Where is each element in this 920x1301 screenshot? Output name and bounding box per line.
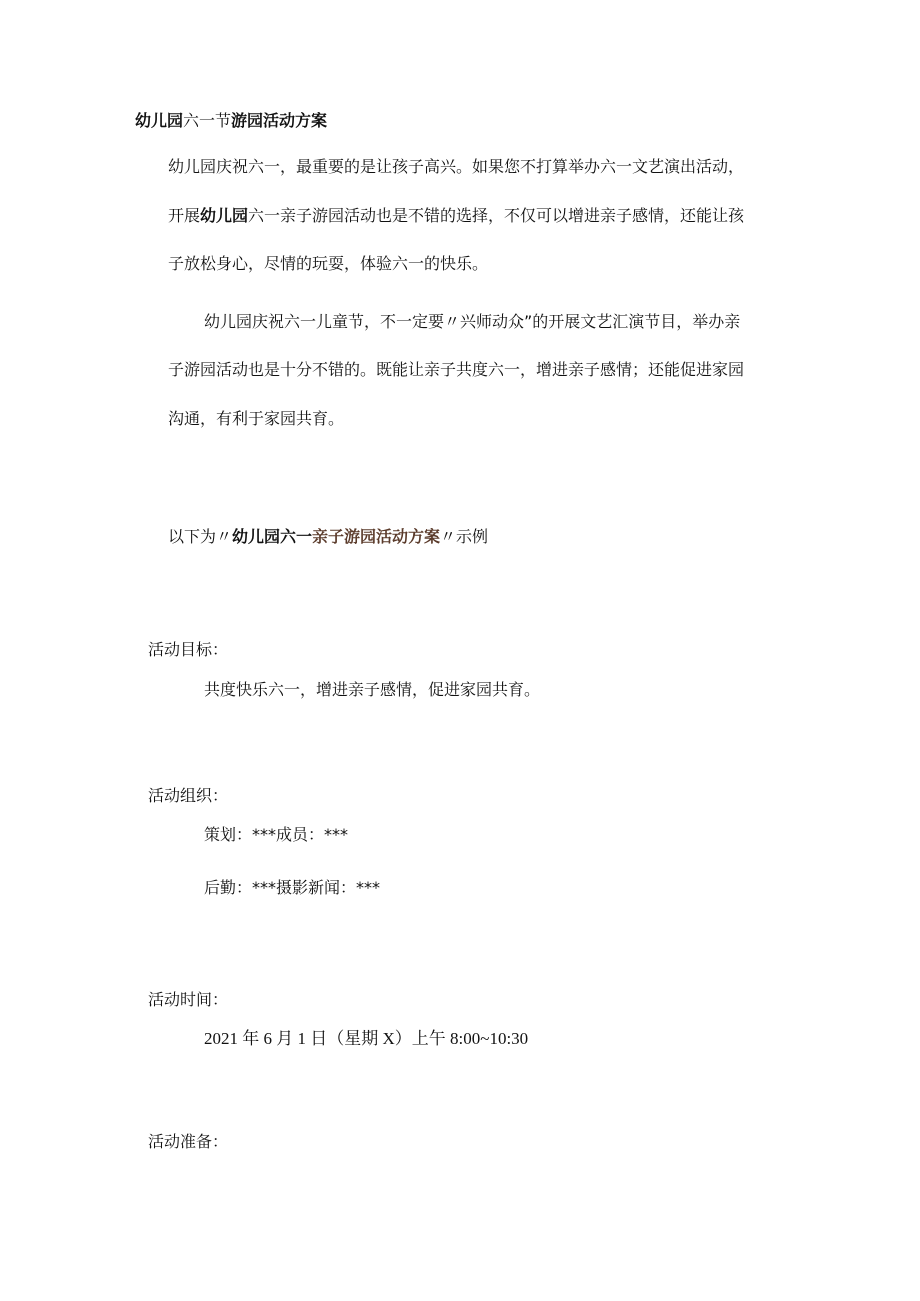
example-brown: 亲子游园活动方案 bbox=[312, 527, 441, 546]
goal-text: 共度快乐六一，增进亲子感情，促进家园共育。 bbox=[204, 680, 541, 699]
time-text: 2021 年 6 月 1 日（星期 X）上午 8:00~10:30 bbox=[204, 1029, 529, 1048]
example-suffix: 〃示例 bbox=[440, 527, 489, 546]
organization-line-2: 后勤：***摄影新闻：*** bbox=[204, 878, 381, 897]
goal-heading: 活动目标： bbox=[148, 640, 229, 659]
title-part-festival: 六一节 bbox=[183, 111, 232, 130]
para2-line-1: 幼儿园庆祝六一儿童节，不一定要〃兴师动众”的开展文艺汇演节目，举办亲 bbox=[204, 312, 741, 331]
organization-line-1: 策划：***成员：*** bbox=[204, 825, 349, 844]
document-title bbox=[135, 110, 327, 132]
title-part-kindergarten: 幼儿园 bbox=[135, 111, 184, 130]
para2-line-3: 沟通，有利于家园共育。 bbox=[168, 409, 345, 428]
intro-line-3: 子放松身心，尽情的玩耍，体验六一的快乐。 bbox=[168, 254, 489, 273]
intro-line-2 bbox=[168, 205, 744, 227]
intro-line-1: 幼儿园庆祝六一，最重要的是让孩子高兴。如果您不打算举办六一文艺演出活动， bbox=[168, 157, 745, 176]
example-prefix: 以下为〃 bbox=[168, 527, 233, 546]
example-line bbox=[168, 526, 488, 548]
example-bold: 幼儿园六一 bbox=[232, 527, 313, 546]
preparation-heading: 活动准备： bbox=[148, 1132, 229, 1151]
title-part-plan: 游园活动方案 bbox=[231, 111, 328, 130]
intro-line-2-a: 开展 bbox=[168, 206, 201, 225]
intro-line-2-bold: 幼儿园 bbox=[200, 206, 249, 225]
time-heading: 活动时间： bbox=[148, 990, 229, 1009]
organization-heading: 活动组织： bbox=[148, 786, 229, 805]
intro-line-2-c: 六一亲子游园活动也是不错的选择，不仅可以增进亲子感情，还能让孩 bbox=[248, 206, 745, 225]
para2-line-2: 子游园活动也是十分不错的。既能让亲子共度六一，增进亲子感情；还能促进家园 bbox=[168, 360, 745, 379]
